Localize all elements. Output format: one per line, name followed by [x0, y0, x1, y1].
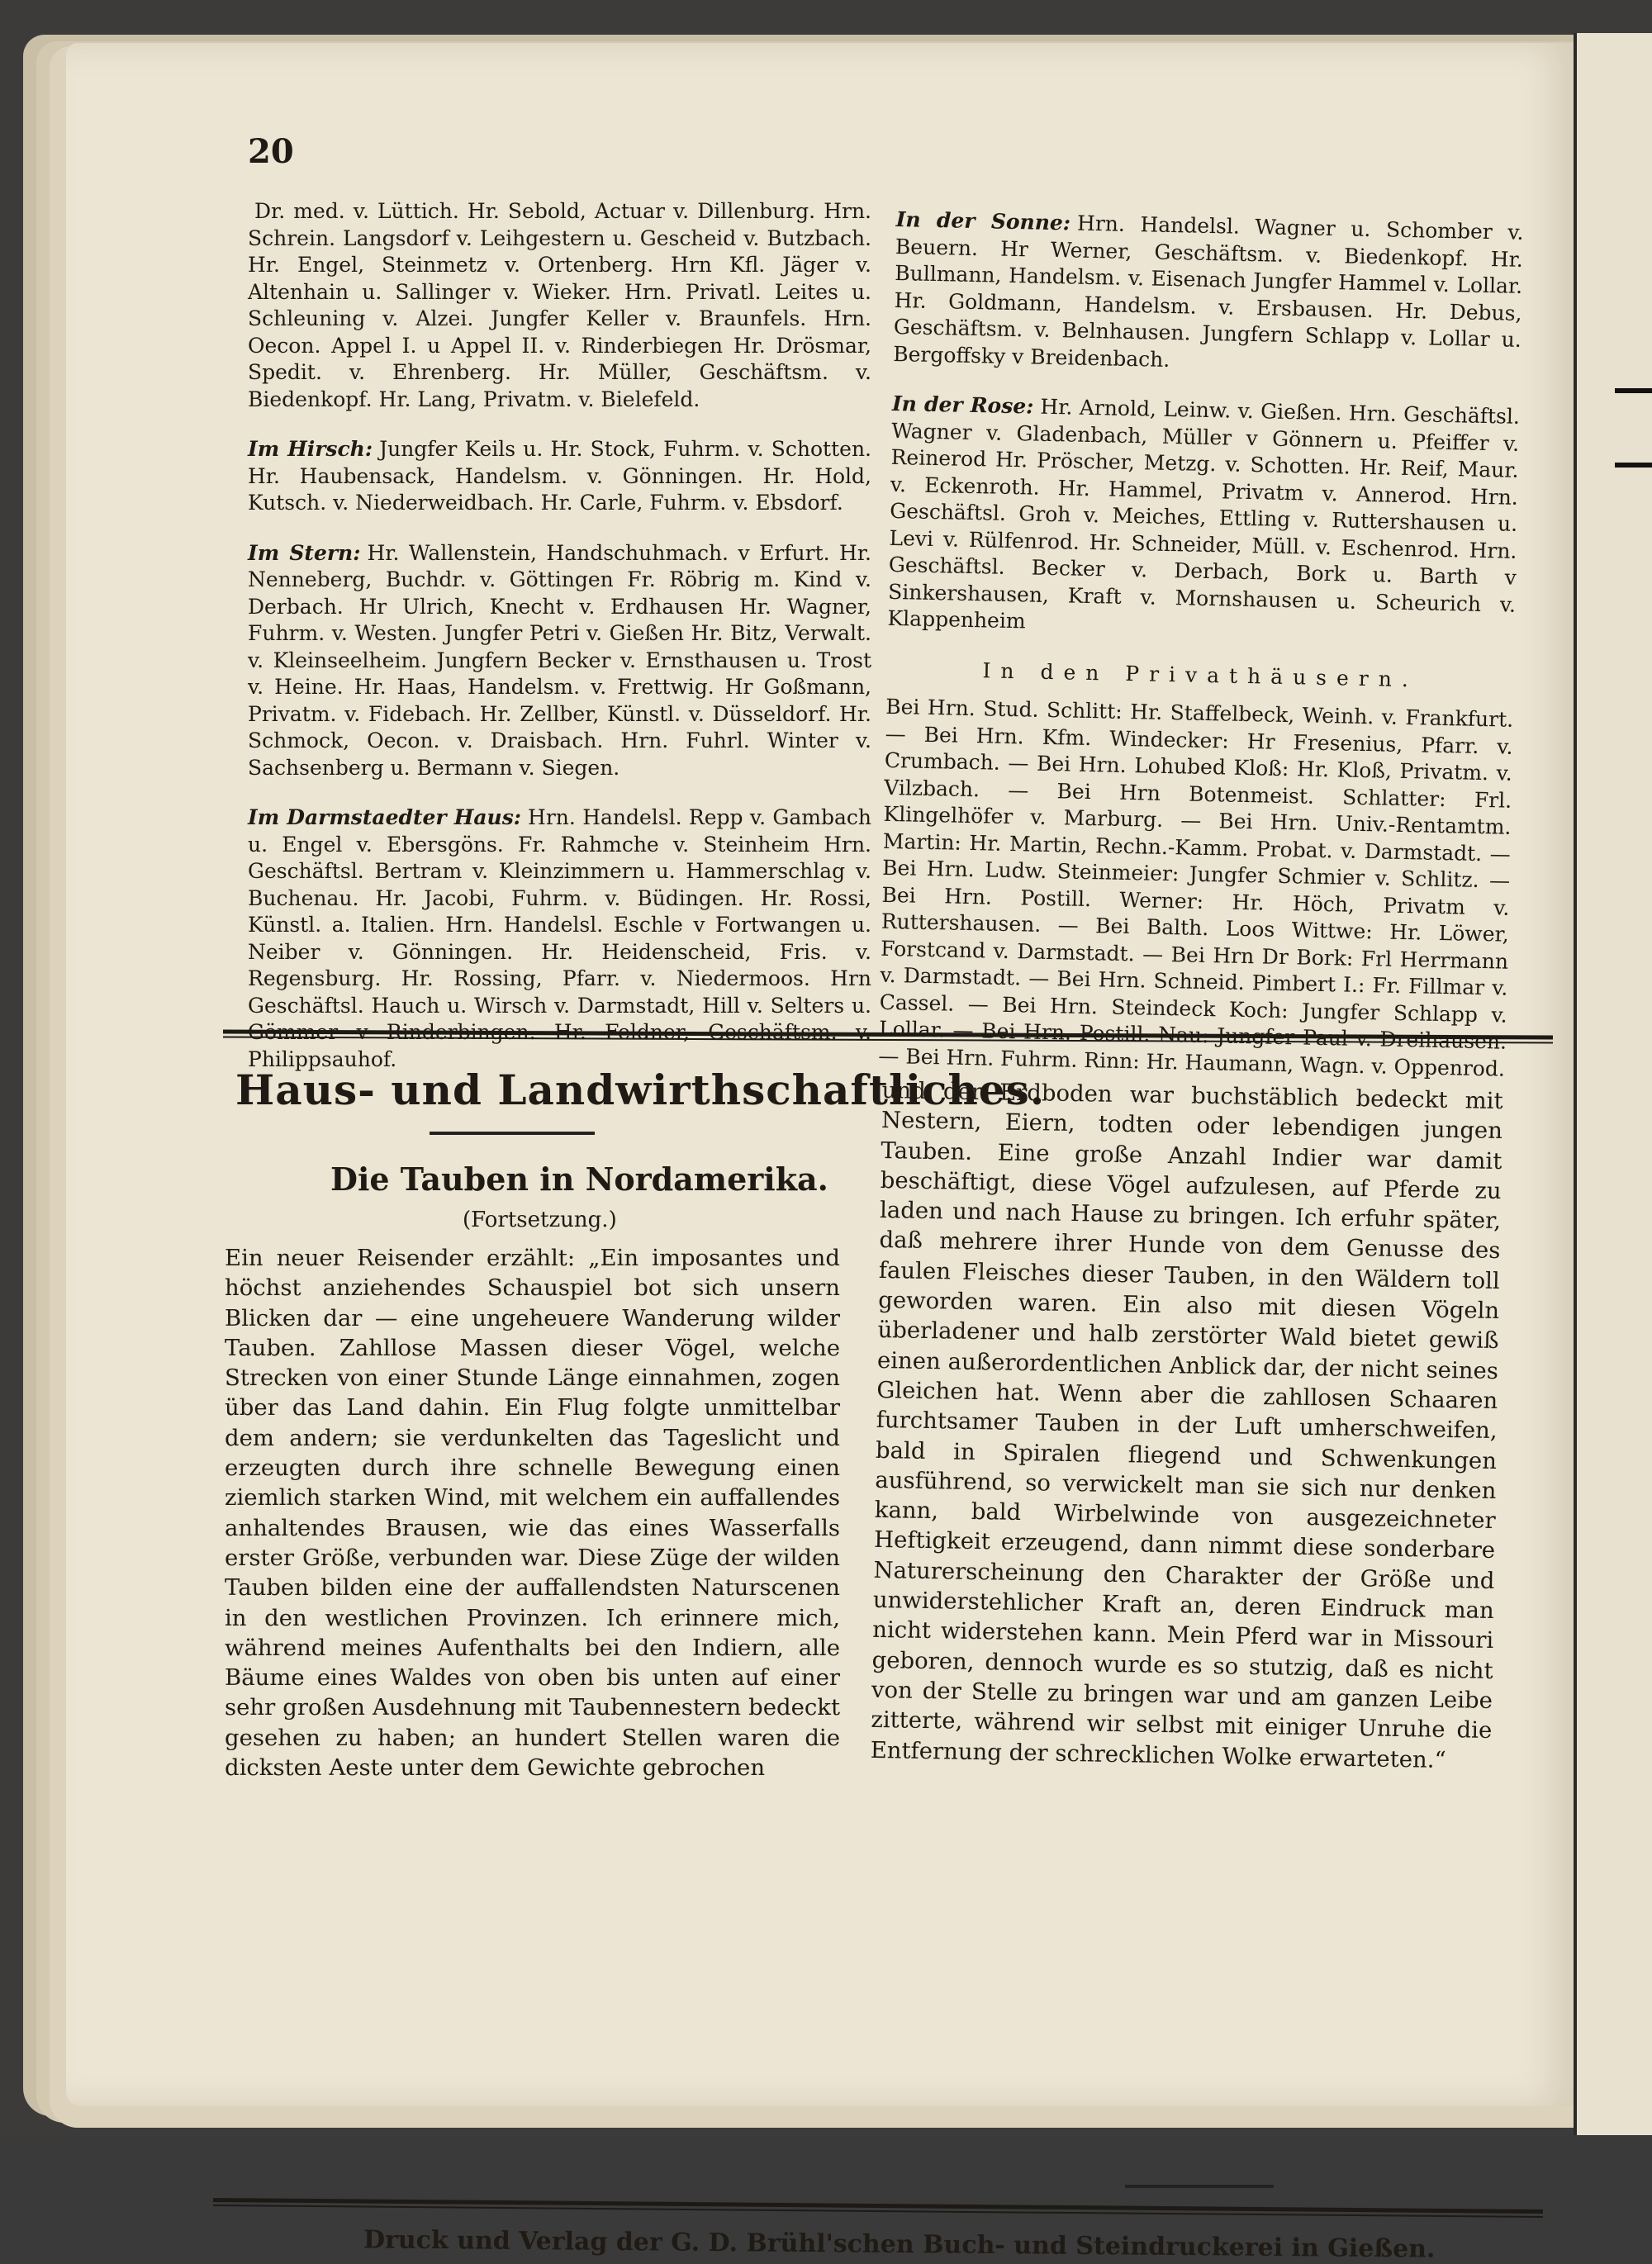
arrival-entry [248, 436, 871, 517]
adjacent-page-rule [1615, 388, 1652, 393]
entry-place: In der Sonne: [895, 206, 1071, 235]
entry-text: Hr. Wallenstein, Handschuhmach. v Erfurt. Hr. Nenneberg, Buchdr. v. Göttingen Fr. Röbrig m. Kind v. Derbach. Hr Ulrich, Knecht v. Erdhausen Hr. Wagner, Fuhrm. v. Westen. Jungfer Petri v. Gießen Hr. Bitz, Verwalt. v. Kleinseelheim. Jungfern Becker v. Ernsthausen u. Trost v. Heine. Hr. Haas, Handelsm. v. Frettwig. Hr Goßmann, Privatm. v. Fidebach. Hr. Zellber, Künstl. v. Düsseldorf. Hr. Schmock, Oecon. v. Draisbach. Hrn. Fuhrl. Winter v. Sachsenberg u. Bermann v. Siegen. [248, 540, 871, 780]
section-title: Haus- und Landwirthschaftliches. [235, 1066, 1046, 1114]
article-subtitle: (Fortsetzung.) [463, 1208, 617, 1232]
end-rule [1125, 2185, 1274, 2188]
arrival-entry [887, 391, 1520, 645]
article-left-column [225, 1243, 840, 1782]
entry-place: Im Darmstaedter Haus: [248, 805, 522, 829]
adjacent-page-rule [1615, 463, 1652, 468]
private-houses-heading: In den Privathäusern. [982, 657, 1419, 691]
entry-text: Hrn. Handelsl. Wagner u. Schomber v. Beuern. Hr Werner, Geschäftsm. v. Biedenkopf. Hr. Bullmann, Handelsm. v. Eisenach Jungfer Hammel v. Lollar. Hr. Goldmann, Handelsm. v. Ersbausen. Hr. Debus, Geschäftsm. v. Belnhausen. Jungfern Schlapp v. Lollar u. Bergoffsky v Breidenbach. [892, 211, 1524, 372]
article-right-column [870, 1075, 1502, 1776]
page-number: 20 [248, 132, 294, 171]
private-houses-text: Bei Hrn. Stud. Schlitt: Hr. Staffelbeck, Weinh. v. Frankfurt. — Bei Hrn. Kfm. Windecker: Hr Fresenius, Pfarr. v. Crumbach. — Bei Hrn. Lohubed Kloß: Hr. Kloß, Privatm. v. Vilzbach. — Bei Hrn Botenmeist. Schlatter: Frl. Klingelhöfer v. Marburg. — Bei Hrn. Univ.-Rentamtm. Martin: Hr. Martin, Rechn.-Kamm. Probat. v. Darmstadt. — Bei Hrn. Ludw. Steinmeier: Jungfer Schmier v. Schlitz. — Bei Hrn. Postill. Werner: Hr. Höch, Privatm v. Ruttershausen. — Bei Balth. Loos Wittwe: Hr. Löwer, Forstcand v. Darmstadt. — Bei Hrn Dr Bork: Frl Herrmann v. Darmstadt. — Bei Hrn. Schneid. Pimbert I.: Fr. Fillmar v. Cassel. — Bei Hrn. Steindeck Koch: Jungfer Schlapp v. Lollar. — Bei Hrn. v. Dreihausen. — Bei Hrn. Fuhrm. Rinn: Hr. Haumann, Wagn. v. Oppenrod. [878, 694, 1514, 1081]
arrival-entry [893, 206, 1524, 381]
imprint: Druck und Verlag der G. D. Brühl'schen Buch- und Steindruckerei in Gießen. [363, 2225, 1436, 2264]
article-paragraph: Ein neuer Reisender erzählt: „Ein imposantes und höchst anziehendes Schauspiel bot sich unsern Blicken dar — eine ungeheuere Wanderung wilder Tauben. Zahllose Massen dieser Vögel, welche Strecken von einer Stunde Länge einnahmen, zogen über das Land dahin. Ein Flug folgte unmittelbar dem andern; sie verdunkelten das Tageslicht und erzeugten durch ihre schnelle Bewegung einen ziemlich starken Wind, mit welchem ein auffallendes anhaltendes Brausen, wie das eines Wasserfalls erster Größe, verbunden war. Diese Züge der wilden Tauben bilden eine der auffallendsten Naturscenen in den westlichen Provinzen. Ich erinnere mich, während meines Aufenthalts bei den Indiern, alle Bäume eines Waldes von oben bis unten auf einer sehr großen Ausdehnung mit Taubennestern bedeckt gesehen zu haben; an hundert Stellen waren die dicksten Aeste unter dem Gewichte gebrochen [225, 1245, 840, 1782]
entry-place: In der Rose: [891, 391, 1034, 419]
adjacent-page-edge [1574, 33, 1652, 2135]
arrivals-left-column [248, 198, 871, 1096]
entry-text: Hrn. Handelsl. Repp v. Gambach u. Engel v. Ebersgöns. Fr. Rahmche v. Steinheim Hrn. Geschäftsl. Bertram v. Kleinzimmern u. Hammerschlag v. Buchenau. Hr. Jacobi, Fuhrm. v. Büdingen. Hr. Rossi, Künstl. a. Italien. Hrn. Handelsl. Eschle v Fortwangen u. Neiber v. Gönningen. Hr. Heidenscheid, Fris. v. Regensburg. Hr. Rossing, Pfarr. v. Niedermoos. Hrn Geschäftsl. Hauch u. Wirsch v. Darmstadt, Hill v. Selters u. Rinderbingen. Philippsauhof. [248, 805, 871, 1071]
entry-place: Im Stern: [248, 540, 361, 565]
entry-place: Im Hirsch: [248, 437, 373, 461]
arrival-entry [248, 198, 871, 413]
title-rule [430, 1132, 595, 1135]
article-title: Die Tauben in Nordamerika. [330, 1160, 828, 1198]
arrivals-right-column [878, 206, 1524, 1106]
entry-text: Dr. med. v. Lüttich. Hr. Sebold, Actuar v. Dillenburg. Hrn. Schrein. Langsdorf v. Leihgestern u. Gescheid v. Butzbach. Hr. Engel, Steinmetz v. Ortenberg. Hrn Kfl. Jäger v. Altenhain u. Sallinger v. Wieker. Hrn. Privatl. Leites u. Schleuning v. Alzei. Jungfer Keller v. Braunfels. Hrn. Oecon. Appel I. u Appel II. v. Rinderbiegen Hr. Drösmar, Spedit. v. Ehrenberg. Hr. Müller, Geschäftsm. v. Biedenkopf. Hr. Lang, Privatm. v. Bielefeld. [248, 199, 871, 411]
arrival-entry [248, 540, 871, 782]
entry-text: Hr. Arnold, Leinw. v. Gießen. Hrn. Geschäftsl. Wagner v. Gladenbach, Müller v Gönnern u. Pfeiffer v. Reinerod Hr. Pröscher, Metzg. v. Schotten. Hr. Reif, Maur. v. Eckenroth. Hr. Hammel, Privatm v. Annerod. Hrn. Geschäftsl. Groh v. Meiches, Ettling v. Ruttershausen u. Levi v. Rülfenrod. Hr. Schneider, Müll. v. Eschenrod. Hrn. Geschäftsl. Becker v. Derbach, Bork u. Barth v Sinkershausen, Kraft v. Mornshausen u. Scheurich v. Klappenheim [887, 394, 1521, 634]
entry-text: Jungfer Keils u. Hr. Stock, Fuhrm. v. Schotten. Hr. Haubensack, Handelsm. v. Gönningen. Hr. Hold, Kutsch. v. Niederweidbach. Hr. Carle, Fuhrm. v. Ebsdorf. [248, 437, 871, 515]
article-paragraph: und der Erdboden war buchstäblich bedeckt mit Nestern, Eiern, todten oder lebendigen jungen Tauben. Eine große Anzahl Indier war damit beschäftigt, diese Vögel aufzulesen, auf Pferde zu laden und nach Hause zu bringen. Ich erfuhr später, daß mehrere ihrer Hunde von dem Genusse des faulen Fleisches dieser Tauben, in den Wäldern toll geworden waren. Ein also mit diesen Vögeln überladener und halb zerstörter Wald bietet gewiß einen außerordentlichen Anblick dar, der nicht seines Gleichen hat. Wenn aber die zahllosen Schaaren furchtsamer Tauben in der Luft umherschweifen, bald in Spiralen fliegend und Schwenkungen ausführend, so verwickelt man sie sich nur denken kann, bald Wirbelwinde von ausgezeichneter Heftigkeit erzeugend, dann nimmt diese sonderbare Naturerscheinung den Charakter der Größe und unwiderstehlicher Kraft an, deren Eindruck man nicht widerstehen kann. Mein Pferd war in Missouri geboren, dennoch wurde es so stutzig, daß es nicht von der Stelle zu bringen war und am ganzen Leibe zitterte, während wir selbst mit einiger Unruhe die Entfernung der schrecklichen Wolke erwarteten.“ [870, 1076, 1503, 1773]
